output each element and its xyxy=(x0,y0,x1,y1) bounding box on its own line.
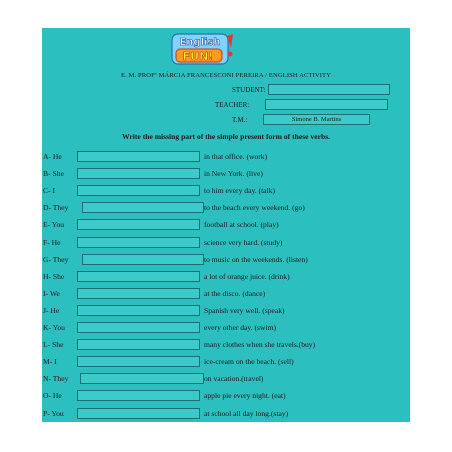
exercise-label: I- We xyxy=(43,288,60,298)
exercise-row xyxy=(42,288,410,300)
exercise-label: P- You xyxy=(43,408,64,418)
exercise-label: O- He xyxy=(43,391,62,401)
exercise-label: A- He xyxy=(43,152,62,161)
sentence-remainder: Spanish very well. (speak) xyxy=(204,305,285,315)
exercise-label: D- They xyxy=(43,203,69,213)
exercise-row xyxy=(42,356,410,368)
school-header: E. M. PROFª MÁRCIA FRANCESCONI PEREIRA / ENGLISH ACTIVITY xyxy=(120,72,332,79)
answer-field[interactable] xyxy=(77,237,200,248)
exercise-label: L- She xyxy=(43,340,64,350)
exercise-label: G- They xyxy=(43,254,69,264)
teacher-label: TEACHER: xyxy=(215,101,250,109)
sentence-remainder: a lot of orange juice. (drink) xyxy=(204,271,290,281)
sentence-remainder: apple pie every night. (eat) xyxy=(204,391,286,401)
exercise-label: B- She xyxy=(43,169,64,179)
sentence-remainder: on vacation.(travel) xyxy=(204,374,264,384)
tm-label: T.M.: xyxy=(232,116,248,124)
exercise-row xyxy=(42,219,410,231)
sentence-remainder: to him every day. (talk) xyxy=(204,186,275,196)
answer-field[interactable] xyxy=(77,185,200,196)
sentence-remainder: to the beach every weekend. (go) xyxy=(204,203,305,213)
answer-field[interactable] xyxy=(77,339,200,350)
exercise-row xyxy=(42,271,410,283)
answer-field[interactable] xyxy=(77,288,200,299)
answer-field[interactable] xyxy=(82,202,204,213)
exercise-row xyxy=(42,339,410,351)
exercise-row xyxy=(42,185,410,197)
exercise-label: F- He xyxy=(43,237,61,247)
answer-field[interactable] xyxy=(77,390,200,401)
svg-text:English: English xyxy=(179,37,221,48)
sentence-remainder: to music on the weekends. (listen) xyxy=(204,254,308,264)
exercise-row xyxy=(42,408,410,420)
sentence-remainder: at school all day long.(stay) xyxy=(204,408,289,418)
sentence-remainder: in New York. (live) xyxy=(204,169,263,179)
answer-field[interactable] xyxy=(77,322,200,333)
sentence-remainder: ice-cream on the beach. (sell) xyxy=(204,357,294,367)
answer-field[interactable] xyxy=(82,254,204,265)
exercise-row xyxy=(42,254,410,266)
answer-field[interactable] xyxy=(80,373,204,384)
instruction-text: Write the missing part of the simple present form of these verbs. xyxy=(121,132,331,141)
student-label: STUDENT: xyxy=(232,86,266,94)
exercise-row xyxy=(42,305,410,317)
svg-text:FUN!: FUN! xyxy=(182,50,214,63)
teacher-field[interactable] xyxy=(265,99,388,110)
exercise-row xyxy=(42,390,410,402)
exercise-label: E- You xyxy=(43,220,65,230)
tm-field[interactable]: Simone B. Martins xyxy=(263,114,370,125)
answer-field[interactable] xyxy=(77,356,200,367)
student-field[interactable] xyxy=(268,84,390,95)
english-fun-logo xyxy=(170,32,236,66)
exercise-row xyxy=(42,373,410,385)
answer-field[interactable] xyxy=(77,271,200,282)
exercise-label: C- I xyxy=(43,186,56,196)
exercise-label: N- They xyxy=(43,374,69,384)
exercise-label: M- I xyxy=(43,357,57,367)
sentence-remainder: science very hard. (study) xyxy=(204,237,283,247)
exercise-label: J- He xyxy=(43,305,60,315)
exercise-row xyxy=(42,151,410,163)
worksheet xyxy=(42,28,410,422)
sentence-remainder: every other day. (swim) xyxy=(204,323,277,332)
sentence-remainder: in that office. (work) xyxy=(204,152,268,161)
answer-field[interactable] xyxy=(77,219,200,230)
answer-field[interactable] xyxy=(77,151,200,162)
exercise-label: H- She xyxy=(43,271,65,281)
exercise-row xyxy=(42,202,410,214)
exercise-row xyxy=(42,237,410,249)
exercise-row xyxy=(42,322,410,334)
sentence-remainder: many clothes when she travels.(buy) xyxy=(204,340,316,350)
sentence-remainder: football at school. (play) xyxy=(204,220,279,230)
exercise-label: K- You xyxy=(43,323,65,332)
exercise-row xyxy=(42,168,410,180)
answer-field[interactable] xyxy=(77,305,200,316)
answer-field[interactable] xyxy=(77,408,200,419)
sentence-remainder: at the disco. (dance) xyxy=(204,288,266,298)
answer-field[interactable] xyxy=(77,168,200,179)
